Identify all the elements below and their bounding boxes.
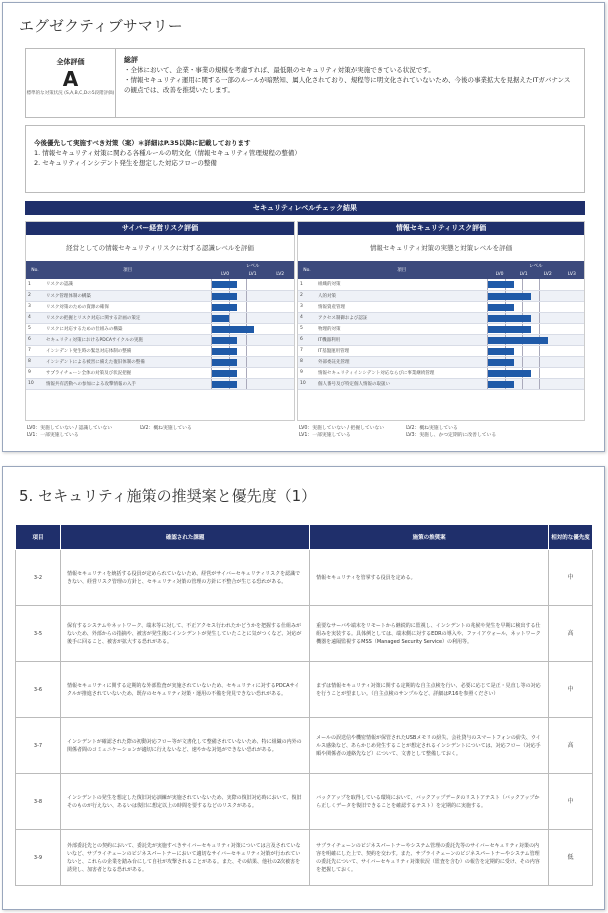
- row-no: 1: [26, 279, 44, 290]
- legend-item: LV0：実施していない / 認識していない: [27, 426, 113, 431]
- legend-left: [27, 425, 192, 439]
- row-no: 2: [298, 290, 316, 301]
- level-bar: [212, 281, 238, 288]
- level-bar-cell: [211, 367, 294, 378]
- row-item: 外部委託先管理: [316, 356, 488, 367]
- row-no: 6: [26, 334, 44, 345]
- row-item: アクセス制御および認証: [316, 312, 488, 323]
- level-bar: [212, 337, 238, 344]
- level-bar-cell: [488, 301, 585, 312]
- col-issue: 確認された課題: [61, 525, 310, 550]
- row-item: リスクの把握とリスク対応に関する計画の策定: [44, 312, 211, 323]
- executive-summary-panel: [2, 2, 605, 452]
- row-no: 3: [26, 301, 44, 312]
- level-bar-cell: [211, 290, 294, 301]
- row-item: リスクに対応するための仕組みの構築: [44, 323, 211, 334]
- level-header: LV1: [239, 270, 267, 279]
- table-row: [26, 356, 294, 367]
- table-row: [26, 312, 294, 323]
- level-gridline: [522, 357, 523, 367]
- table-row: [298, 367, 584, 378]
- row-item: 人的対策: [316, 290, 488, 301]
- row-item: 情報資産管理: [316, 301, 488, 312]
- row-item: サプライチェーン全体の対策及び状況把握: [44, 367, 211, 378]
- level-header: LV3: [560, 270, 584, 279]
- row-item: セキュリティ対策におけるPDCAサイクルの実施: [44, 334, 211, 345]
- table-row: [16, 830, 593, 886]
- row-no: 3: [298, 301, 316, 312]
- col-item: 項目: [16, 525, 61, 550]
- row-item: リスク管理体制の構築: [44, 290, 211, 301]
- table-row: [298, 334, 584, 345]
- level-gridline: [539, 302, 540, 312]
- level-gridline: [539, 357, 540, 367]
- level-bar-cell: [488, 312, 585, 323]
- level-bar-cell: [211, 378, 294, 389]
- page-title: エグゼクティブサマリー: [19, 17, 183, 35]
- level-bar: [212, 293, 238, 300]
- row-no: 4: [298, 312, 316, 323]
- row-issue: インシデントの発生を想定した復旧対応訓練が実施されていないため、実際の復旧対応時において、復旧そのものが行えない、あるいは復旧に想定以上の時間を要するなどのリスクがある。: [61, 774, 310, 830]
- level-bar-cell: [211, 345, 294, 356]
- level-bar: [488, 359, 514, 366]
- level-bar-cell: [488, 323, 585, 334]
- level-gridline: [246, 368, 247, 378]
- info-risk-table: [298, 261, 584, 390]
- level-bar-cell: [211, 334, 294, 345]
- table-row: [26, 279, 294, 290]
- table-row: [298, 378, 584, 389]
- level-bar-cell: [488, 334, 585, 345]
- level-bar: [488, 381, 514, 388]
- level-bar-cell: [211, 356, 294, 367]
- legend-item: LV1：一部実施している: [27, 433, 79, 438]
- cyber-risk-column: [25, 221, 295, 421]
- row-no: 2: [26, 290, 44, 301]
- legend-right: [299, 425, 496, 439]
- row-no: 8: [26, 356, 44, 367]
- row-item: 情報セキュリティインシデント対応ならびに事業継続管理: [316, 367, 488, 378]
- table-row: [298, 345, 584, 356]
- level-header: LV0: [211, 270, 239, 279]
- row-item: インシデント発生時の緊急対応体制の整備: [44, 345, 211, 356]
- overall-grade: [26, 49, 116, 117]
- row-item: 物理的対策: [316, 323, 488, 334]
- priority-heading: 今後優先して実施すべき対策（案）＊詳細はP.35以降に記載しております: [34, 139, 251, 147]
- col-level: レベル: [211, 261, 294, 270]
- level-gridline: [246, 302, 247, 312]
- table-row: [16, 718, 593, 774]
- level-bar: [488, 337, 548, 344]
- row-no: 9: [298, 367, 316, 378]
- level-gridline: [522, 302, 523, 312]
- table-row: [26, 334, 294, 345]
- row-no: 4: [26, 312, 44, 323]
- level-gridline: [539, 279, 540, 290]
- col-no: No.: [26, 261, 44, 279]
- table-row: [26, 345, 294, 356]
- row-item: 情報共有活動への参加による攻撃情報の入手: [44, 378, 211, 389]
- row-no: 9: [26, 367, 44, 378]
- row-proposal: 情報セキュリティを管掌する役員を定める。: [310, 550, 549, 606]
- table-row: [298, 290, 584, 301]
- row-no: 6: [298, 334, 316, 345]
- level-gridline: [539, 313, 540, 323]
- level-bar-cell: [488, 279, 585, 290]
- col-no: No.: [298, 261, 316, 279]
- level-bar: [488, 348, 514, 355]
- grade-label: 全体評価: [56, 58, 85, 66]
- level-bar: [488, 293, 531, 300]
- table-row: [26, 323, 294, 334]
- level-gridline: [539, 379, 540, 389]
- row-no: 5: [298, 323, 316, 334]
- table-row: [26, 378, 294, 389]
- table-row: [16, 606, 593, 662]
- row-no: 7: [298, 345, 316, 356]
- priority-item: 1. 情報セキュリティ対策に関わる各種ルールの明文化（情報セキュリティ管理規程の整備）: [34, 149, 301, 157]
- row-item-id: 3-5: [16, 606, 61, 662]
- row-priority: 中: [549, 774, 593, 830]
- check-result-title: セキュリティレベルチェック結果: [25, 201, 585, 215]
- row-item: リスク対策のための資源の確保: [44, 301, 211, 312]
- level-gridline: [246, 379, 247, 389]
- level-gridline: [522, 379, 523, 389]
- row-no: 5: [26, 323, 44, 334]
- level-gridline: [246, 291, 247, 301]
- cyber-risk-header: サイバー経営リスク評価: [26, 222, 294, 235]
- level-bar-cell: [488, 378, 585, 389]
- row-proposal: バックアップを取得している環境において、バックアップデータのリストアテスト（バックアップから正しくデータを復旧できることを確認するテスト）を定期的に実施する。: [310, 774, 549, 830]
- row-proposal: メールの誤送信や機密情報が保管されたUSBメモリの紛失、会社貸与のスマートフォンの紛失、ウイルス感染など、あらかじめ発生することが想定されるインシデントについては、対応フロー（対応手順や関係者の連絡先など）について、文書として整備しておく。: [310, 718, 549, 774]
- row-issue: 保有するシステムやネットワーク、端末等に対して、不正アクセス行われたかどうかを把握する仕組みがないため、外部からの指摘や、被害が発生後にインシデントが発生していたことに気がつくなど、対応が後手に回ること、被害が拡大する恐れがある。: [61, 606, 310, 662]
- table-row: [26, 301, 294, 312]
- row-item-id: 3-9: [16, 830, 61, 886]
- row-issue: 情報セキュリティを統括する役員が定められていないため、経営がサイバーセキュリティリスクを認識できない、経営リスク管理の方針と、セキュリティ対策の管理の方針に不整合が生じる恐れがある。: [61, 550, 310, 606]
- level-bar: [488, 281, 514, 288]
- level-gridline: [539, 346, 540, 356]
- legend-item: LV0：実施していない / 把握していない: [299, 426, 385, 431]
- review-heading: 総評: [124, 56, 138, 64]
- level-gridline: [539, 324, 540, 334]
- table-row: [298, 312, 584, 323]
- recommendations-table: [15, 524, 593, 886]
- row-priority: 低: [549, 830, 593, 886]
- level-gridline: [246, 346, 247, 356]
- row-no: 10: [26, 378, 44, 389]
- col-proposal: 施策の推奨案: [310, 525, 549, 550]
- table-row: [26, 290, 294, 301]
- row-no: 1: [298, 279, 316, 290]
- row-item: 個人番号及び特定個人情報の取扱い: [316, 378, 488, 389]
- level-bar: [212, 304, 238, 311]
- row-item-id: 3-2: [16, 550, 61, 606]
- row-priority: 高: [549, 718, 593, 774]
- table-row: [16, 774, 593, 830]
- level-gridline: [539, 291, 540, 301]
- info-risk-header: 情報セキュリティリスク評価: [298, 222, 584, 235]
- level-bar-cell: [211, 312, 294, 323]
- level-gridline: [539, 368, 540, 378]
- level-bar-cell: [211, 323, 294, 334]
- row-no: 10: [298, 378, 316, 389]
- level-bar-cell: [211, 279, 294, 290]
- row-priority: 中: [549, 550, 593, 606]
- col-priority: 相対的な優先度: [549, 525, 593, 550]
- legend-item: LV2：概ね実施している: [140, 426, 192, 431]
- level-bar: [488, 326, 531, 333]
- level-bar-cell: [488, 367, 585, 378]
- priority-item: 2. セキュリティインシデント発生を想定した対応フローの整備: [34, 159, 217, 167]
- level-gridline: [522, 346, 523, 356]
- table-row: [16, 662, 593, 718]
- info-risk-column: [297, 221, 585, 421]
- row-item-id: 3-6: [16, 662, 61, 718]
- table-row: [298, 356, 584, 367]
- table-row: [298, 279, 584, 290]
- priority-actions: [25, 125, 585, 193]
- row-no: 8: [298, 356, 316, 367]
- cyber-risk-subtitle: 経営としての情報セキュリティリスクに対する認識レベルを評価: [66, 244, 254, 252]
- row-issue: 情報セキュリティに関する定期的な外部監査が実施されていないため、セキュリティに対するPDCAサイクルが推進されていないため、既存のセキュリティ対策・運用の不備を発見できない恐れがある。: [61, 662, 310, 718]
- level-gridline: [246, 279, 247, 290]
- row-issue: インシデントが確認された際の初動対応フロー等が文書化して整備されていないため、特に組織の内外の関係者間のコミュニケーションが適切に行えないなど、速やかな対処ができない恐れがある。: [61, 718, 310, 774]
- review: [116, 49, 584, 117]
- review-point: ・ 情報セキュリティ運用に関する一部のルールが暗黙知、属人化されており、規程等に明文化されていないため、今後の事業拡大を見据えたITガバナンスの観点では、改善を推奨いたします。: [124, 75, 576, 95]
- cyber-risk-table: [26, 261, 294, 390]
- row-item: リスクの認識: [44, 279, 211, 290]
- level-header: LV0: [488, 270, 512, 279]
- row-issue: 外部委託先との契約において、委託先が実施すべきサイバーセキュリティ対策については言及されていないなど、サプライチェーンのビジネスパートナーにおいて適切なサイバーセキュリティ対策が行われていないと、これらの企業を踏み台にして自社が攻撃されることがある。また、その結果、他社の2次被害を誘発し、加害者となる恐れがある。: [61, 830, 310, 886]
- row-no: 7: [26, 345, 44, 356]
- col-item: 項目: [316, 261, 488, 279]
- legend-item: LV3：実施し、かつ定期的に改善している: [406, 433, 497, 438]
- row-proposal: 重要なサーバや端末をリモートから継続的に監視し、インシデントの兆候や発生を早期に検出する仕組みを実装する。具体例としては、端末側に対するEDRの導入や、ファイアウォール、ネットワーク機器を遠隔監視するMSS（Managed Security Service）の利用等。: [310, 606, 549, 662]
- legend-item: LV2：概ね実施している: [406, 426, 458, 431]
- summary-box: [25, 48, 585, 118]
- legend-item: LV1：一部実施している: [299, 433, 351, 438]
- row-proposal: サプライチェーンのビジネスパートナーやシステム管理の委託先等のサイバーセキュリティ対策の内容を明確にした上で、契約を交わす。また、サプライチェーンのビジネスパートナーやシステム管理の委託先について、サイバーセキュリティ対策状況（監査を含む）の報告を定期的に受け、その内容を把握しておく。: [310, 830, 549, 886]
- col-item: 項目: [44, 261, 211, 279]
- info-risk-subtitle: 情報セキュリティ対策の実態と対策レベルを評価: [369, 244, 513, 252]
- level-bar-cell: [488, 345, 585, 356]
- level-gridline: [229, 313, 230, 323]
- level-header: LV2: [536, 270, 560, 279]
- row-item: IT基盤運用管理: [316, 345, 488, 356]
- level-header: LV2: [266, 270, 294, 279]
- grade-note: 標準的な対策状況 (S,A,B,C,Dの5段階評価): [26, 91, 115, 96]
- table-row: [298, 301, 584, 312]
- review-point: ・ 全体において、企業・事業の規模を考慮すれば、最低限のセキュリティ対策が実施できている状況です。: [124, 65, 576, 75]
- level-bar-cell: [488, 356, 585, 367]
- grade-value: A: [62, 67, 79, 91]
- level-bar: [212, 326, 255, 333]
- level-bar: [488, 315, 531, 322]
- row-item: IT機器利用: [316, 334, 488, 345]
- level-bar: [212, 381, 238, 388]
- level-bar: [212, 370, 238, 377]
- table-row: [26, 367, 294, 378]
- level-gridline: [246, 357, 247, 367]
- level-gridline: [246, 335, 247, 345]
- page-title: 5. セキュリティ施策の推奨案と優先度（1）: [19, 487, 317, 505]
- row-proposal: まずは情報セキュリティ対策に関する定期的な自主点検を行い、必要に応じて是正・見直し等の対応を行うことが望ましい。（自主点検のサンプルなど、詳細はP.16を参照ください）: [310, 662, 549, 718]
- level-bar: [212, 359, 238, 366]
- level-bar: [212, 315, 229, 322]
- row-item: 組織的対策: [316, 279, 488, 290]
- level-bar: [212, 348, 238, 355]
- row-item-id: 3-8: [16, 774, 61, 830]
- level-bar: [488, 304, 514, 311]
- table-row: [298, 323, 584, 334]
- recommendations-panel: [2, 466, 605, 910]
- table-row: [16, 550, 593, 606]
- level-gridline: [246, 313, 247, 323]
- level-bar: [488, 370, 531, 377]
- row-item-id: 3-7: [16, 718, 61, 774]
- level-header: LV1: [512, 270, 536, 279]
- row-priority: 中: [549, 662, 593, 718]
- level-bar-cell: [211, 301, 294, 312]
- row-item: インシデントによる被害に備えた復旧体制の整備: [44, 356, 211, 367]
- level-bar-cell: [488, 290, 585, 301]
- col-level: レベル: [488, 261, 585, 270]
- row-priority: 高: [549, 606, 593, 662]
- level-gridline: [522, 279, 523, 290]
